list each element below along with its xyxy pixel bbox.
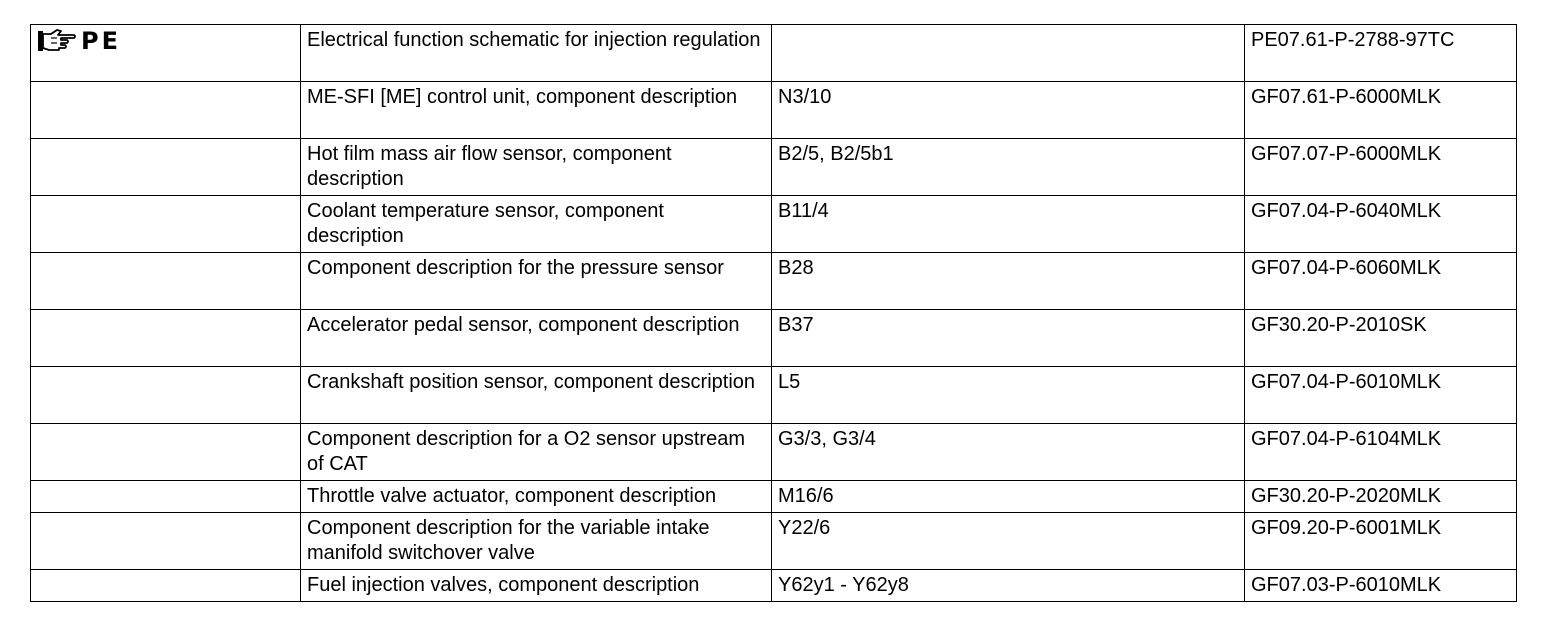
description-cell: Component description for the pressure sensor xyxy=(301,253,772,310)
description-cell: Throttle valve actuator, component description xyxy=(301,481,772,513)
reference-type-cell xyxy=(31,310,301,367)
designation-cell: M16/6 xyxy=(772,481,1245,513)
reference-type-cell xyxy=(31,139,301,196)
designation-cell: B2/5, B2/5b1 xyxy=(772,139,1245,196)
description-cell: Crankshaft position sensor, component description xyxy=(301,367,772,424)
table-row xyxy=(31,196,1517,253)
designation-cell: Y22/6 xyxy=(772,513,1245,570)
table-row xyxy=(31,25,1517,82)
table-row xyxy=(31,424,1517,481)
reference-type-cell xyxy=(31,253,301,310)
description-cell: ME-SFI [ME] control unit, component description xyxy=(301,82,772,139)
table-row xyxy=(31,367,1517,424)
description-cell: Fuel injection valves, component description xyxy=(301,570,772,602)
pointing-hand-icon xyxy=(37,28,77,54)
description-cell: Electrical function schematic for injection regulation xyxy=(301,25,772,82)
designation-cell: B28 xyxy=(772,253,1245,310)
reference-table xyxy=(30,24,1517,602)
document-number-cell[interactable]: GF07.07-P-6000MLK xyxy=(1245,139,1517,196)
document-number-cell[interactable]: GF07.03-P-6010MLK xyxy=(1245,570,1517,602)
designation-cell: N3/10 xyxy=(772,82,1245,139)
reference-type-cell xyxy=(31,513,301,570)
document-number-cell[interactable]: GF07.04-P-6040MLK xyxy=(1245,196,1517,253)
description-cell: Coolant temperature sensor, component description xyxy=(301,196,772,253)
document-number-cell[interactable]: GF07.04-P-6060MLK xyxy=(1245,253,1517,310)
description-cell: Component description for the variable intake manifold switchover valve xyxy=(301,513,772,570)
designation-cell: B37 xyxy=(772,310,1245,367)
document-number-cell[interactable]: GF07.61-P-6000MLK xyxy=(1245,82,1517,139)
reference-type-cell xyxy=(31,196,301,253)
description-cell: Hot film mass air flow sensor, component description xyxy=(301,139,772,196)
table-row xyxy=(31,481,1517,513)
document-number-cell[interactable]: PE07.61-P-2788-97TC xyxy=(1245,25,1517,82)
table-row xyxy=(31,253,1517,310)
reference-type-cell xyxy=(31,570,301,602)
table-row xyxy=(31,570,1517,602)
document-number-cell[interactable]: GF30.20-P-2010SK xyxy=(1245,310,1517,367)
designation-cell xyxy=(772,25,1245,82)
table-row xyxy=(31,310,1517,367)
designation-cell: B11/4 xyxy=(772,196,1245,253)
reference-type-label: PE xyxy=(81,27,121,55)
document-number-cell[interactable]: GF09.20-P-6001MLK xyxy=(1245,513,1517,570)
designation-cell: Y62y1 - Y62y8 xyxy=(772,570,1245,602)
designation-cell: G3/3, G3/4 xyxy=(772,424,1245,481)
reference-type-cell xyxy=(31,481,301,513)
reference-type-cell xyxy=(31,82,301,139)
reference-type-cell xyxy=(31,424,301,481)
description-cell: Component description for a O2 sensor upstream of CAT xyxy=(301,424,772,481)
table-row xyxy=(31,513,1517,570)
document-number-cell[interactable]: GF07.04-P-6104MLK xyxy=(1245,424,1517,481)
document-number-cell[interactable]: GF07.04-P-6010MLK xyxy=(1245,367,1517,424)
table-row xyxy=(31,139,1517,196)
reference-type-cell xyxy=(31,25,301,82)
designation-cell: L5 xyxy=(772,367,1245,424)
reference-type-cell xyxy=(31,367,301,424)
table-row xyxy=(31,82,1517,139)
document-number-cell[interactable]: GF30.20-P-2020MLK xyxy=(1245,481,1517,513)
description-cell: Accelerator pedal sensor, component description xyxy=(301,310,772,367)
